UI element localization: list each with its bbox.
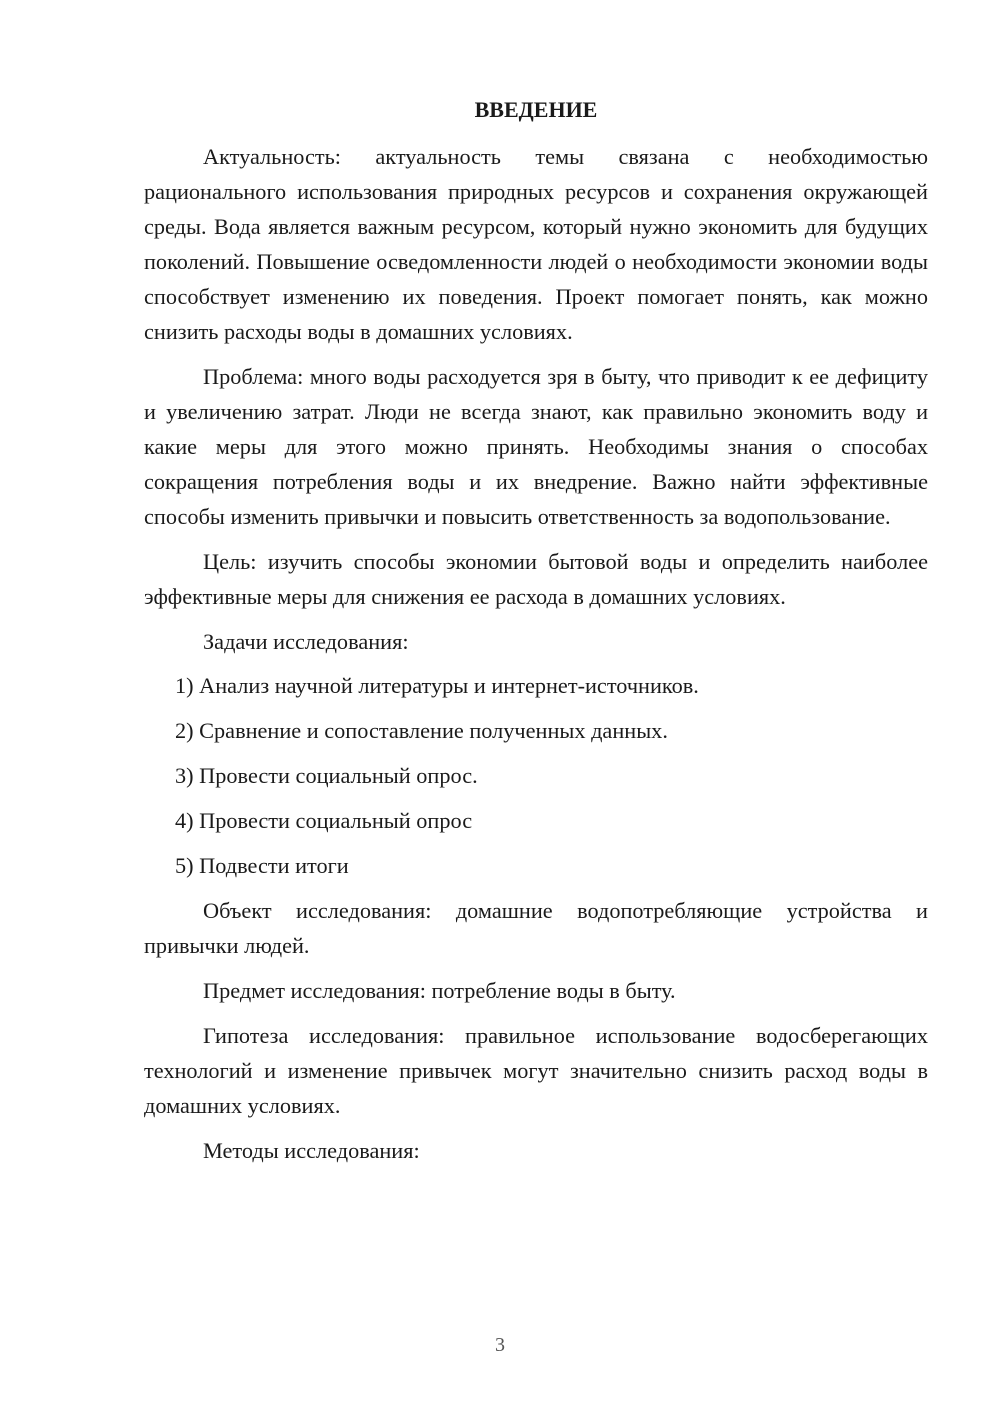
- page-number: 3: [495, 1334, 505, 1356]
- paragraph-problem: Проблема: много воды расходуется зря в быту, что приводит к ее дефициту и увеличению затрат. Люди не всегда знают, как правильно экономить воду и какие меры для этого можно принять. Необходимы знания о способах сокращения потребления воды и их внедрение. Важно найти эффективные способы изменить привычки и повысить ответственность за водопользование.: [144, 364, 928, 529]
- task-item: 5) Подвести итоги: [175, 853, 349, 878]
- tasks-title: Задачи исследования:: [203, 629, 409, 654]
- document-page: [144, 94, 928, 1178]
- paragraph-relevance: Актуальность: актуальность темы связана с необходимостью рационального использования природных ресурсов и сохранения окружающей среды. Вода является важным ресурсом, который нужно экономить для будущих поколений. Повышение осведомленности людей о необходимости экономии воды способствует изменению их поведения. Проект помогает понять, как можно снизить расходы воды в домашних условиях.: [144, 144, 928, 344]
- document-heading: ВВЕДЕНИЕ: [474, 97, 598, 122]
- paragraph-subject: Предмет исследования: потребление воды в быту.: [203, 978, 676, 1003]
- methods-title: Методы исследования:: [203, 1138, 420, 1163]
- paragraph-goal: Цель: изучить способы экономии бытовой воды и определить наиболее эффективные меры для снижения ее расхода в домашних условиях.: [144, 549, 928, 609]
- tasks-list: [144, 668, 928, 883]
- task-item: 1) Анализ научной литературы и интернет-источников.: [175, 673, 699, 698]
- task-item: 2) Сравнение и сопоставление полученных данных.: [175, 718, 668, 743]
- paragraph-object: Объект исследования: домашние водопотребляющие устройства и привычки людей.: [144, 898, 928, 958]
- task-item: 4) Провести социальный опрос: [175, 808, 473, 833]
- paragraph-hypothesis: Гипотеза исследования: правильное использование водосберегающих технологий и изменение привычек могут значительно снизить расход воды в домашних условиях.: [144, 1023, 928, 1118]
- task-item: 3) Провести социальный опрос.: [175, 763, 478, 788]
